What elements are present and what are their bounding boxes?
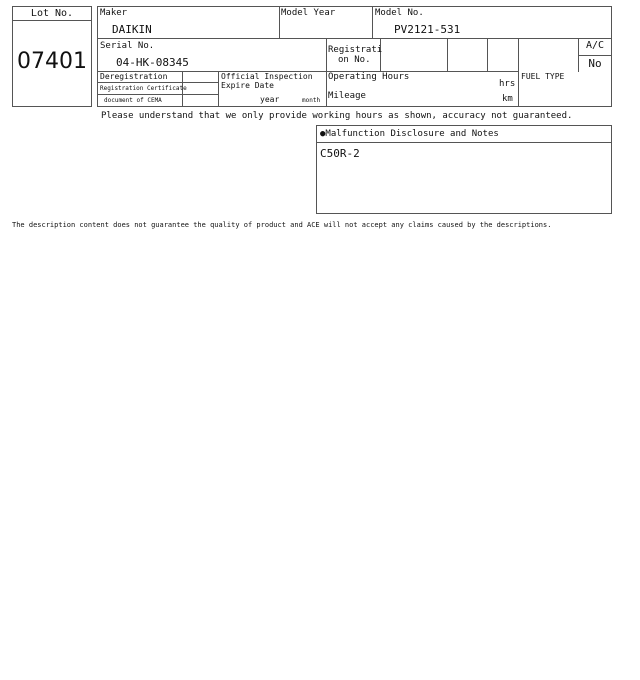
cema-document-label: document of CEMA <box>104 97 162 104</box>
working-hours-notice: Please understand that we only provide working hours as shown, accuracy not guaranteed. <box>101 111 573 121</box>
malfunction-divider <box>316 142 612 143</box>
maker-label: Maker <box>100 8 128 18</box>
operating-hours-unit: hrs <box>499 79 516 89</box>
col-divider-serial <box>218 71 219 107</box>
registration-label-line2: on No. <box>338 55 371 65</box>
lot-number: 07401 <box>17 49 87 74</box>
lot-divider <box>12 20 92 21</box>
operating-hours-label: Operating Hours <box>328 72 410 82</box>
inspection-label-line2: Expire Date <box>221 81 274 90</box>
ac-label: A/C <box>585 40 605 51</box>
inspection-month-label: month <box>302 97 321 104</box>
serial-label: Serial No. <box>100 41 155 51</box>
inspection-label-line1: Official Inspection <box>221 72 313 81</box>
ac-value: No <box>588 57 602 70</box>
registration-label-line1: Registrati <box>328 45 383 55</box>
col-divider-reg-2 <box>447 38 448 71</box>
mileage-unit: km <box>502 94 513 104</box>
malfunction-title: ●Malfunction Disclosure and Notes <box>320 129 499 139</box>
col-divider-maker <box>279 6 280 38</box>
model-year-label: Model Year <box>281 8 336 18</box>
row-divider-1 <box>97 38 612 39</box>
col-divider-year <box>372 6 373 38</box>
registration-certificate-label: Registration Certificate <box>100 85 187 92</box>
row-divider-4 <box>97 94 218 95</box>
col-divider-reg <box>326 38 327 107</box>
model-no-value: PV2121-531 <box>394 23 461 36</box>
maker-value: DAIKIN <box>112 23 152 36</box>
malfunction-text: C50R-2 <box>320 147 360 160</box>
col-divider-reg-3 <box>487 38 488 71</box>
col-divider-fuel <box>518 38 519 107</box>
fuel-type-label: FUEL TYPE <box>521 72 565 81</box>
row-divider-3 <box>97 82 218 83</box>
inspection-year-label: year <box>260 95 280 104</box>
row-divider-ac <box>578 55 612 56</box>
model-no-label: Model No. <box>375 8 424 18</box>
lot-label: Lot No. <box>30 8 74 19</box>
serial-value: 04-HK-08345 <box>116 56 189 69</box>
deregistration-label: Deregistration <box>100 72 168 81</box>
mileage-label: Mileage <box>328 91 366 101</box>
disclaimer-text: The description content does not guarantee the quality of product and ACE will not accept any claims caused by the descriptions. <box>12 221 552 229</box>
